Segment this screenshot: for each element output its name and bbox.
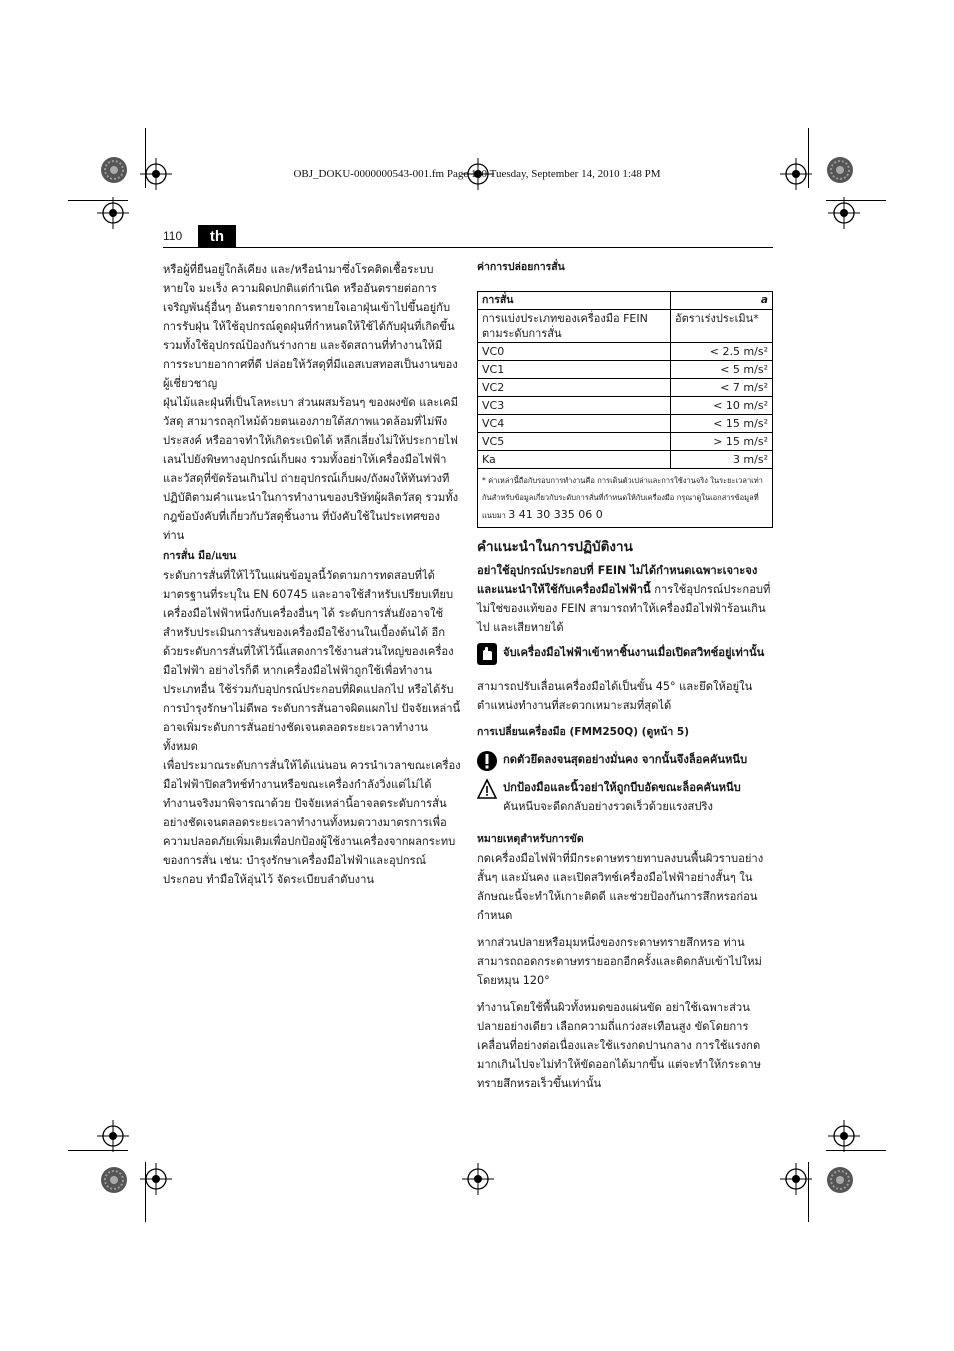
table-accel-label: อัตราเร่งประเมิน* (671, 310, 773, 343)
accessory-warning-bold: อย่าใช้อุปกรณ์ประกอบที่ FEIN ไม่ได้กำหนดเฉพาะเจาะจง และแนะนำให้ใช้กับเครื่องมือไฟฟ้านี้ (477, 564, 758, 596)
left-column (163, 260, 461, 889)
warning-triangle-icon (477, 778, 497, 800)
table-header-row (478, 292, 773, 310)
registration-mark-icon (828, 197, 860, 229)
hand-instruction-row (477, 643, 775, 665)
registration-mark-icon (462, 1163, 494, 1195)
file-info-line: OBJ_DOKU-0000000543-001.fm Page 110 Tuesday, September 14, 2010 1:48 PM (293, 168, 661, 180)
right-column (477, 258, 775, 1093)
table-row (478, 379, 773, 397)
table-cell-class: VC1 (478, 361, 671, 379)
table-row (478, 361, 773, 379)
table-cell-value: < 7 m/s² (671, 379, 773, 397)
table-cell-class: VC0 (478, 343, 671, 361)
caution-text: คันหนีบจะดีดกลับอย่างรวดเร็วด้วยแรงสปริง (503, 800, 713, 813)
color-target-icon (826, 1166, 854, 1194)
adjust-paragraph: สามารถปรับเลื่อนเครื่องมือได้เป็นขั้น 45° และยึดให้อยู่ในตำแหน่งทำงานที่สะดวกเหมาะสมที่สุดได้ (477, 680, 753, 712)
sanding-paragraph-3: ทำงานโดยใช้พื้นผิวทั้งหมดของแผ่นขัด อย่าใช้เฉพาะส่วนปลายอย่างเดียว เลือกความถี่แกว่งสะเทือนสูง ขัดโดยการเคลื่อนที่อย่างต่อเนื่องและใช้แรงกดปานกลาง การใช้แรงกดมากเกินไปจะไม่ทำให้ขัดออกได้มากขึ้น แต่จะทำให้กระดาษทรายสึกหรอเร็วขึ้นเท่านั้น (477, 1001, 762, 1090)
sanding-paragraph-1: กดเครื่องมือไฟฟ้าที่มีกระดาษทรายทาบลงบนพื้นผิวราบอย่างสั้นๆ และมั่นคง และเปิดสวิทช์เครื่องมือไฟฟ้าอย่างสั้นๆ ในลักษณะนี้จะทำให้เกาะติดดี และช่วยป้องกันการสึกหรอก่อนกำหนด (477, 852, 764, 922)
color-target-icon (100, 1166, 128, 1194)
table-cell-value: < 10 m/s² (671, 397, 773, 415)
caution-bold: ปกป้องมือและนิ้วอย่าให้ถูกบีบอัดขณะล็อคคันหนีบ (503, 781, 741, 794)
table-cell-value: < 15 m/s² (671, 415, 773, 433)
table-footnote-text: * ค่าเหล่านี้ถือกับรอบการทำงานคือ การเดินตัวเปล่าและการใช้งานจริง ในระยะเวลาเท่ากันสำหรับข้อมูลเกี่ยวกับระดับการสั่นที่กำหนดให้กับเครื่องมือ กรุณาดูในเอกสารข้อมูลที่แนบมา (482, 476, 763, 520)
table-row (478, 343, 773, 361)
table-cell-value: 3 m/s² (671, 451, 773, 469)
table-footnote-row (478, 469, 773, 528)
table-cell-value: > 15 m/s² (671, 433, 773, 451)
vibration-table-title: ค่าการปล่อยการสั่น (477, 261, 565, 273)
notice-text: กดตัวยึดลงจนสุดอย่างมั่นคง จากนั้นจึงล็อคคันหนีบ (503, 753, 748, 766)
table-row (478, 451, 773, 469)
dust-paragraph-1: หรือผู้ที่ยืนอยู่ใกล้เคียง และ/หรือนำมาซึ่งโรคติดเชื้อระบบหายใจ มะเร็ง ความผิดปกติแต่กำเนิด หรืออันตรายต่อการเจริญพันธุ์อื่นๆ อันตรายจากการหายใจเอาฝุ่นเข้าไปขึ้นอยู่กับการรับฝุ่น ให้ใช้อุปกรณ์ดูดฝุ่นที่กำหนดให้ใช้ได้กับฝุ่นที่เกิดขึ้น รวมทั้งใช้อุปกรณ์ป้องกันร่างกาย และจัดสถานที่ทำงานให้มีการระบายอากาศที่ดี ปล่อยให้วัสดุที่มีแอสเบสทอสเป็นงานของผู้เชี่ยวชาญ (163, 263, 458, 390)
caution-row (477, 778, 775, 816)
dust-paragraph-2: ฝุ่นไม้และฝุ่นที่เป็นโลหะเบา ส่วนผสมร้อนๆ ของผงขัด และเคมีวัสดุ สามารถลุกไหม้ด้วยตนเองภายใต้สภาพแวดล้อมที่ไม่พึงประสงค์ หรืออาจทำให้เกิดระเบิดได้ หลีกเลี่ยงไม่ให้ประกายไฟเลนไปยังพิษทางอุปกรณ์เก็บผง รวมทั้งอย่าให้เครื่องมือไฟฟ้าและวัสดุที่ขัดร้อนเกินไป ถ่ายอุปกรณ์เก็บผง/ถังผงให้ทันท่วงที ปฏิบัติตามคำแนะนำในการทำงานของบริษัทผู้ผลิตวัสดุ รวมทั้งกฎข้อบังคับที่เกี่ยวกับวัสดุชิ้นงาน ที่บังคับใช้ในประเทศของท่าน (163, 396, 459, 542)
header-rule (163, 247, 773, 248)
page-number: 110 (163, 229, 183, 243)
tool-change-heading: การเปลี่ยนเครื่องมือ (FMM250Q) (ดูหน้า 5) (477, 726, 690, 738)
vibration-paragraph-2: เพื่อประมาณระดับการสั่นให้ได้แน่นอน ควรนำเวลาขณะเครื่องมือไฟฟ้าปิดสวิทช์ทำงานหรือขณะเครื่องกำลังวิ่งแต่ไม่ได้ทำงานจริงมาพิจารณาด้วย ปัจจัยเหล่านี้อาจลดระดับการสั่นอย่างชัดเจนตลอดระยะเวลาทำงานทั้งหมดวางมาตรการเพื่อความปลอดภัยเพิ่มเติมเพื่อปกป้องผู้ใช้งานเครื่องจากผลกระทบของการสั่น เช่น: บำรุงรักษาเครื่องมือไฟฟ้าและอุปกรณ์ประกอบ ทำมือให้อุ่นไว้ จัดระเบียบลำดับงาน (163, 759, 461, 886)
operating-instructions-title: คำแนะนำในการปฏิบัติงาน (477, 539, 633, 555)
table-footnote-number: 3 41 30 335 06 0 (508, 508, 603, 521)
table-row (478, 397, 773, 415)
accessory-warning-text: การใช้อุปกรณ์ประกอบที่ไม่ใช่ของแท้ของ FEIN สามารถทำให้เครื่องมือไฟฟ้าร้อนเกินไป และเสียหายได้ (477, 583, 771, 634)
table-cell-class: VC3 (478, 397, 671, 415)
registration-mark-icon (97, 1120, 129, 1152)
vibration-table (477, 291, 773, 528)
registration-mark-icon (97, 197, 129, 229)
table-cell-value: < 2.5 m/s² (671, 343, 773, 361)
vibration-paragraph-1: ระดับการสั่นที่ให้ไว้ในแผ่นข้อมูลนี้วัดตามการทดสอบที่ได้มาตรฐานที่ระบุใน EN 60745 และอาจใช้สำหรับเปรียบเทียบเครื่องมือไฟฟ้าหนึ่งกับเครื่องอื่นๆ ได้ ระดับการสั่นยังอาจใช้สำหรับประเมินการสั่นของเครื่องมือใช้งานในเบื้องต้นได้ อีกด้วยระดับการสั่นที่ให้ไว้นี้แสดงการใช้งานส่วนใหญ่ของเครื่องมือไฟฟ้า อย่างไรก็ดี หากเครื่องมือไฟฟ้าถูกใช้เพื่อทำงานประเภทอื่น ใช้ร่วมกับอุปกรณ์ประกอบที่ผิดแปลกไป หรือได้รับการบำรุงรักษาไม่ดีพอ ระดับการสั่นอาจผิดแผกไป ปัจจัยเหล่านี้อาจเพิ่มระดับการสั่นอย่างชัดเจนตลอดระยะเวลาทำงานทั้งหมด (163, 569, 461, 753)
exclamation-icon (477, 750, 497, 772)
registration-mark-icon (828, 1120, 860, 1152)
hand-instruction-text: จับเครื่องมือไฟฟ้าเข้าหาชิ้นงานเมื่อเปิดสวิทช์อยู่เท่านั้น (503, 646, 765, 659)
registration-mark-icon (140, 1163, 172, 1195)
table-class-label: การแบ่งประเภทของเครื่องมือ FEIN ตามระดับการสั่น (478, 310, 671, 343)
table-cell-class: Ka (478, 451, 671, 469)
table-row (478, 433, 773, 451)
notice-row (477, 750, 775, 772)
table-header-vibration: การสั่น (478, 292, 671, 310)
table-row (478, 415, 773, 433)
table-cell-value: < 5 m/s² (671, 361, 773, 379)
language-badge: th (198, 225, 236, 247)
table-row (478, 310, 773, 343)
vibration-subheading: การสั่น มือ/แขน (163, 550, 237, 562)
table-cell-class: VC5 (478, 433, 671, 451)
hand-on-tool-icon (477, 643, 497, 665)
sanding-paragraph-2: หากส่วนปลายหรือมุมหนึ่งของกระดาษทรายสึกหรอ ท่านสามารถถอดกระดาษทรายออกอีกครั้งและติดกลับเข้าไปใหม่โดยหมุน 120° (477, 936, 762, 987)
table-footnote (478, 469, 773, 528)
registration-mark-icon (780, 1163, 812, 1195)
table-cell-class: VC2 (478, 379, 671, 397)
table-header-a: a (671, 292, 773, 310)
sanding-heading: หมายเหตุสำหรับการขัด (477, 833, 584, 845)
table-cell-class: VC4 (478, 415, 671, 433)
